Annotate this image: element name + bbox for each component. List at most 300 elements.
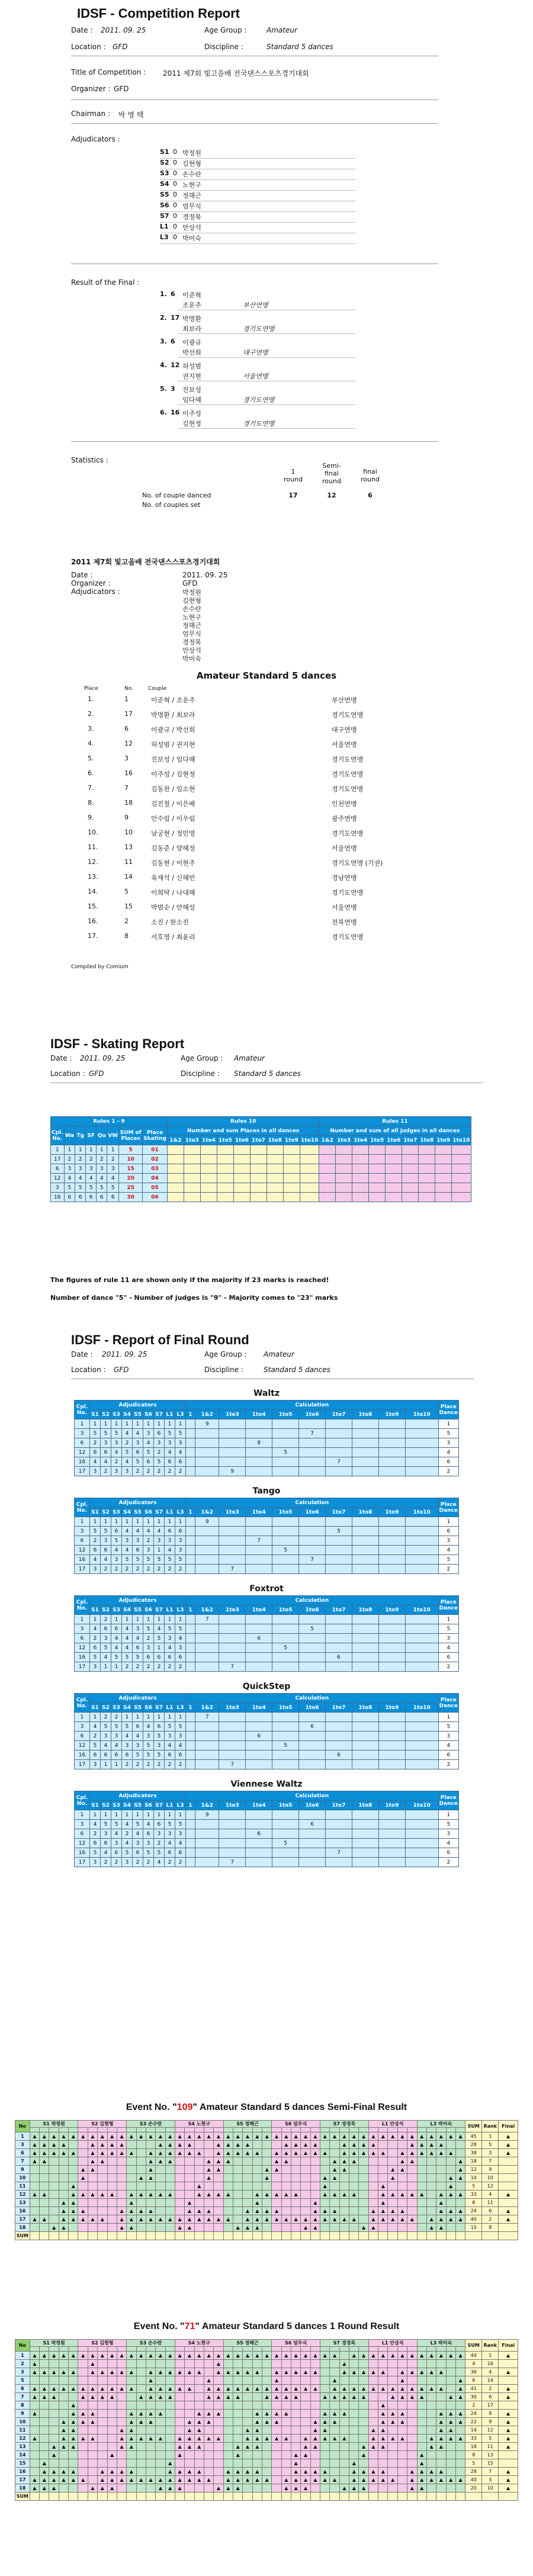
mark-cell: 3 [165,1829,175,1839]
calc-cell [186,1536,195,1546]
mark-cell [310,2190,320,2199]
mark-cell [98,2459,107,2468]
mark-cell: ▲ [407,2484,417,2493]
calc-cell [246,1467,272,1476]
calc-cell [405,1741,438,1750]
no-cell: 12 [15,2434,30,2443]
calc-cell [246,1741,272,1750]
mark-cell [378,2360,388,2368]
calc-cell [299,1438,326,1448]
no-header: No [15,2340,30,2352]
rank-place: 4. [88,740,94,747]
mark-cell [40,2401,49,2410]
mark-cell [455,2459,465,2468]
cpl-cell: 16 [51,1193,65,1202]
mark-cell [156,2224,165,2232]
rank-couple: 허성범 / 권지현 [151,741,195,749]
mark-cell: ▲ [175,2434,184,2443]
mark-cell: 1 [122,1419,133,1429]
dance-sub-header [455,2128,465,2132]
mark-cell: 6 [90,1839,101,1848]
rules-1-9-header: Rules 1 - 9 [51,1117,168,1126]
mark-cell [127,2393,136,2401]
mark-cell: 4 [122,1624,133,1634]
col-couple: Couple [148,686,167,692]
mark-cell [40,2182,49,2190]
mark-cell: ▲ [426,2468,436,2476]
rule10-cell [283,1174,300,1183]
result-leader: 이광규 [182,339,201,346]
mark-cell: 1 [143,1713,154,1722]
mark-cell: ▲ [117,2224,126,2232]
mark-cell: ▲ [30,2393,39,2401]
mark-cell [436,2360,446,2368]
calc-cell [272,1438,299,1448]
mark-cell [194,2174,204,2182]
mark-cell [107,2215,117,2224]
mark-cell [49,2426,59,2434]
mark-cell [446,2443,455,2451]
dance-table [74,1791,459,1867]
calc-cell [378,1419,405,1429]
judge-col-header: S4 [122,1605,133,1615]
dance-sub-header [185,2347,194,2352]
mark-cell: ▲ [455,2157,465,2166]
mark-cell: ▲ [320,2190,330,2199]
calc-cell [186,1820,195,1829]
mark-cell: 4 [165,1839,175,1848]
mark-cell [426,2157,436,2166]
no-cell: 6 [15,2385,30,2393]
mark-cell: 5 [133,1457,143,1467]
mark-cell: 4 [165,1741,175,1750]
mark-cell: ▲ [185,2207,194,2215]
calc-cell [405,1760,438,1769]
mark-cell [281,2207,291,2215]
mark-cell: 3 [90,1760,101,1769]
skating-cell: 01 [143,1145,168,1155]
calc-cell [195,1429,219,1438]
mark-cell: ▲ [330,2418,339,2426]
mark-cell: ▲ [107,2476,117,2484]
dance-sub-header [301,2347,310,2352]
rank-place: 6. [88,769,94,777]
judge-col-header: S7 [154,1801,165,1810]
date-label: Date : [50,1054,72,1062]
dance-row [75,1848,459,1858]
rank-team: 경기도연맹 [332,830,364,837]
mark-cell [204,2360,213,2368]
mark-cell: ▲ [88,2141,97,2149]
mark-cell [243,2459,252,2468]
calc-cell: 7 [219,1760,246,1769]
mark-cell: 4 [175,1741,186,1750]
mark-cell [426,2410,436,2418]
mark-cell: 1 [101,1517,111,1527]
mark-cell: 3 [143,1839,154,1848]
mark-cell: ▲ [320,2410,330,2418]
mark-cell: ▲ [446,2426,455,2434]
mark-cell [330,2426,339,2434]
mark-cell [339,2443,349,2451]
pos-col-header: 1to8 [266,1136,283,1145]
final-cell [499,2493,518,2501]
mark-cell [78,2368,88,2376]
place-cell: 3 [86,1164,97,1174]
final-cell: ▲ [499,2418,518,2426]
mark-cell [88,2401,97,2410]
mark-cell [397,2484,407,2493]
calc-cell [186,1565,195,1574]
sheet-row [15,2199,518,2207]
no-cell: 8 [15,2401,30,2410]
mark-cell: ▲ [185,2132,194,2141]
ranking-row [77,814,456,828]
calc-cell [352,1565,378,1574]
mark-cell: 6 [133,1546,143,1555]
mark-cell [426,2426,436,2434]
dance-col-header: VW [107,1126,119,1145]
calc-cell [378,1760,405,1769]
calc-cell: 9 [195,1517,219,1527]
mark-cell: ▲ [243,2426,252,2434]
mark-cell: 2 [143,1536,154,1546]
mark-cell: 5 [133,1555,143,1565]
sum-cell: 45 [465,2132,482,2141]
mark-cell: ▲ [417,2468,426,2476]
calc-cell [195,1527,219,1536]
adjudicator-name: 안상석 [182,647,201,654]
sheet-row [15,2443,518,2451]
mark-cell: ▲ [281,2190,291,2199]
sum-cell: 5 [465,2459,482,2468]
calc-cell [246,1722,272,1732]
mark-cell: 5 [111,1429,122,1438]
mark-cell: ▲ [388,2418,397,2426]
mark-cell: 3 [133,1438,143,1448]
cpl-cell: 3 [75,1722,90,1732]
mark-cell: ▲ [252,2207,262,2215]
mark-cell: ▲ [214,2166,223,2174]
dance-sub-header [388,2128,397,2132]
calc-cell: 9 [195,1419,219,1429]
sheet-row [15,2468,518,2476]
ranking-row [77,902,456,917]
adjudicator-row [160,201,355,212]
mark-cell: 1 [133,1810,143,1820]
dance-row [75,1653,459,1662]
rule10-cell [167,1164,184,1174]
mark-cell: ▲ [146,2376,155,2385]
adjudicator-name: 박정원 [182,589,201,596]
rule10-cell [250,1145,266,1155]
mark-cell [417,2434,426,2443]
mark-cell: 5 [122,1653,133,1662]
mark-cell [339,2352,349,2360]
mark-cell [446,2141,455,2149]
mark-cell: ▲ [223,2215,233,2224]
rule10-cell [217,1164,233,1174]
mark-cell: ▲ [243,2132,252,2141]
mark-cell [107,2207,117,2215]
calc-cell [195,1565,219,1574]
final-cell [499,2232,518,2240]
judge-header: L3 박미숙 [417,2121,465,2128]
mark-cell [281,2468,291,2476]
mark-cell: 3 [122,1858,133,1867]
sheet-row [15,2393,518,2401]
mark-cell: 3 [165,1732,175,1741]
calc-cell [272,1615,299,1624]
mark-cell: ▲ [204,2393,213,2401]
dance-row [75,1634,459,1643]
calc-cell [405,1438,438,1448]
result-underline [178,428,355,429]
mark-cell: ▲ [252,2468,262,2476]
calc-cell [326,1546,352,1555]
mark-cell [368,2393,378,2401]
rule10-cell [300,1155,319,1164]
mark-cell: ▲ [426,2476,436,2484]
mark-cell [417,2376,426,2385]
mark-cell: 5 [111,1820,122,1829]
event-prefix: Event No. " [126,2102,177,2112]
final-cell [499,2459,518,2468]
calc-cell [186,1624,195,1634]
sum-mark-cell [156,2493,165,2501]
cpl-cell: 16 [75,1457,90,1467]
sum-cell: 24 [465,2410,482,2418]
mark-cell [301,2182,310,2190]
ranking-row [77,769,456,784]
mark-cell [117,2157,126,2166]
mark-cell: ▲ [378,2132,388,2141]
place-cell: 3 [438,1536,458,1546]
mark-cell [359,2426,368,2434]
mark-cell [301,2157,310,2166]
mark-cell [98,2224,107,2232]
calc-cell: 7 [326,1848,352,1858]
mark-cell [233,2166,242,2174]
rule10-cell [167,1174,184,1183]
mark-cell: ▲ [40,2459,49,2468]
mark-cell: ▲ [243,2207,252,2215]
calc-header: Calculation [186,1791,439,1801]
place-cell: 5 [438,1820,458,1829]
mark-cell: 4 [133,1634,143,1643]
mark-cell [310,2376,320,2385]
rule10-cell [300,1164,319,1174]
mark-cell [30,2426,39,2434]
mark-cell: ▲ [436,2476,446,2484]
mark-cell: ▲ [426,2132,436,2141]
mark-cell: ▲ [291,2476,301,2484]
rank-number: 17 [124,710,133,718]
calc-cell: 6 [299,1722,326,1732]
calc-cell [195,1438,219,1448]
location-value: GFD [113,43,128,51]
place-cell: 3 [438,1438,458,1448]
mark-cell [233,2199,242,2207]
mark-cell: 6 [154,1722,165,1732]
mark-cell [291,2157,301,2166]
mark-cell [262,2157,272,2166]
sum-mark-cell [127,2493,136,2501]
mark-cell [281,2451,291,2459]
cpl-header: Cpl. No. [75,1498,90,1517]
calc-cell [186,1555,195,1565]
rule11-cell [402,1174,419,1183]
sum-cell: 4 [465,2360,482,2368]
calc-cell [186,1546,195,1555]
mark-cell: ▲ [69,2207,78,2215]
sum-header: SUM of Places [119,1126,143,1145]
mark-cell: ▲ [30,2215,39,2224]
mark-cell: 5 [101,1429,111,1438]
place-cell: 4 [438,1643,458,1653]
rule11-cell [419,1164,435,1174]
mark-cell: 4 [111,1634,122,1643]
mark-cell [185,2376,194,2385]
mark-cell [397,2174,407,2182]
sum-mark-cell [272,2232,281,2240]
mark-cell: ▲ [127,2468,136,2476]
mark-cell: ▲ [59,2149,68,2157]
mark-cell [407,2459,417,2468]
mark-cell: 2 [133,1565,143,1574]
mark-cell: ▲ [388,2393,397,2401]
rank-cell [482,2232,499,2240]
mark-cell: ▲ [69,2352,78,2360]
calc-cell [352,1760,378,1769]
mark-cell: ▲ [330,2393,339,2401]
mark-cell: ▲ [107,2385,117,2393]
mark-cell: 5 [111,1536,122,1546]
calc-col-header: 1to7 [326,1508,352,1517]
judge-col-header: S2 [101,1801,111,1810]
rule11-cell [369,1155,386,1164]
mark-cell: ▲ [397,2157,407,2166]
dance-sub-header [368,2128,378,2132]
calc-cell [246,1565,272,1574]
mark-cell [349,2166,359,2174]
result-place: 4. [160,361,167,369]
mark-cell: ▲ [107,2149,117,2157]
dance-row [75,1517,459,1527]
mark-cell [136,2376,146,2385]
mark-cell: 1 [175,1419,186,1429]
calc-cell [378,1839,405,1848]
mark-cell [397,2451,407,2459]
mark-cell [272,2174,281,2182]
sheet-row [15,2426,518,2434]
mark-cell [301,2418,310,2426]
mark-cell: ▲ [88,2360,97,2368]
dance-sub-header [117,2347,126,2352]
calc-cell [299,1741,326,1750]
dance-row [75,1457,459,1467]
mark-cell: ▲ [69,2476,78,2484]
calc-cell [405,1527,438,1536]
no-cell: 17 [15,2476,30,2484]
sum-mark-cell [59,2232,68,2240]
no-cell: 6 [15,2149,30,2157]
judge-header: S6 엄무식 [272,2121,320,2128]
mark-cell: ▲ [243,2385,252,2393]
mark-cell: ▲ [49,2368,59,2376]
mark-cell: ▲ [281,2368,291,2376]
mark-cell [388,2401,397,2410]
rank-number: 5 [124,888,129,895]
mark-cell [78,2157,88,2166]
mark-cell: ▲ [272,2385,281,2393]
rule10-cell [167,1193,184,1202]
sheet-row [15,2410,518,2418]
mark-cell: ▲ [291,2132,301,2141]
rule11-cell [319,1155,336,1164]
mark-cell [146,2401,155,2410]
calc-cell [246,1643,272,1653]
calc-cell [326,1829,352,1839]
calc-cell [352,1858,378,1867]
mark-cell [156,2443,165,2451]
dance-col-header: SF [86,1126,97,1145]
mark-cell: ▲ [378,2426,388,2434]
calc-cell [272,1820,299,1829]
mark-cell [117,2459,126,2468]
mark-cell: ▲ [98,2132,107,2141]
mark-cell: 1 [101,1662,111,1672]
mark-cell [310,2174,320,2182]
mark-cell: ▲ [69,2426,78,2434]
calc-cell [405,1565,438,1574]
mark-cell [339,2401,349,2410]
col-no: No. [124,686,133,692]
calc-cell [272,1722,299,1732]
mark-cell: ▲ [98,2352,107,2360]
no-cell: 13 [15,2199,30,2207]
mark-cell [156,2207,165,2215]
no-cell: 1 [15,2352,30,2360]
mark-cell: ▲ [320,2352,330,2360]
mark-cell: 4 [133,1527,143,1536]
sum-cell: 24 [465,2207,482,2215]
mark-cell [339,2376,349,2385]
calc-col-header: 1to8 [352,1703,378,1713]
judge-col-header: S1 [90,1508,101,1517]
adjudicator-num: 0 [173,169,177,177]
mark-cell: 5 [143,1741,154,1750]
calc-col-header: 1to10 [405,1703,438,1713]
mark-sheet [15,2339,518,2501]
place-cell: 3 [75,1164,86,1174]
mark-cell: ▲ [252,2426,262,2434]
mark-cell: ▲ [233,2468,242,2476]
result-place: 5. [160,385,167,393]
mark-cell: ▲ [40,2157,49,2166]
mark-cell: 5 [122,1448,133,1457]
mark-cell: ▲ [233,2132,242,2141]
mark-cell [446,2376,455,2385]
mark-cell [165,2434,175,2443]
mark-cell: ▲ [330,2166,339,2174]
sum-mark-cell [301,2232,310,2240]
result-row [160,290,432,314]
place-cell: 5 [438,1722,458,1732]
place-dance-header: Place Dance [438,1401,458,1419]
mark-cell: 5 [90,1429,101,1438]
mark-cell [407,2207,417,2215]
